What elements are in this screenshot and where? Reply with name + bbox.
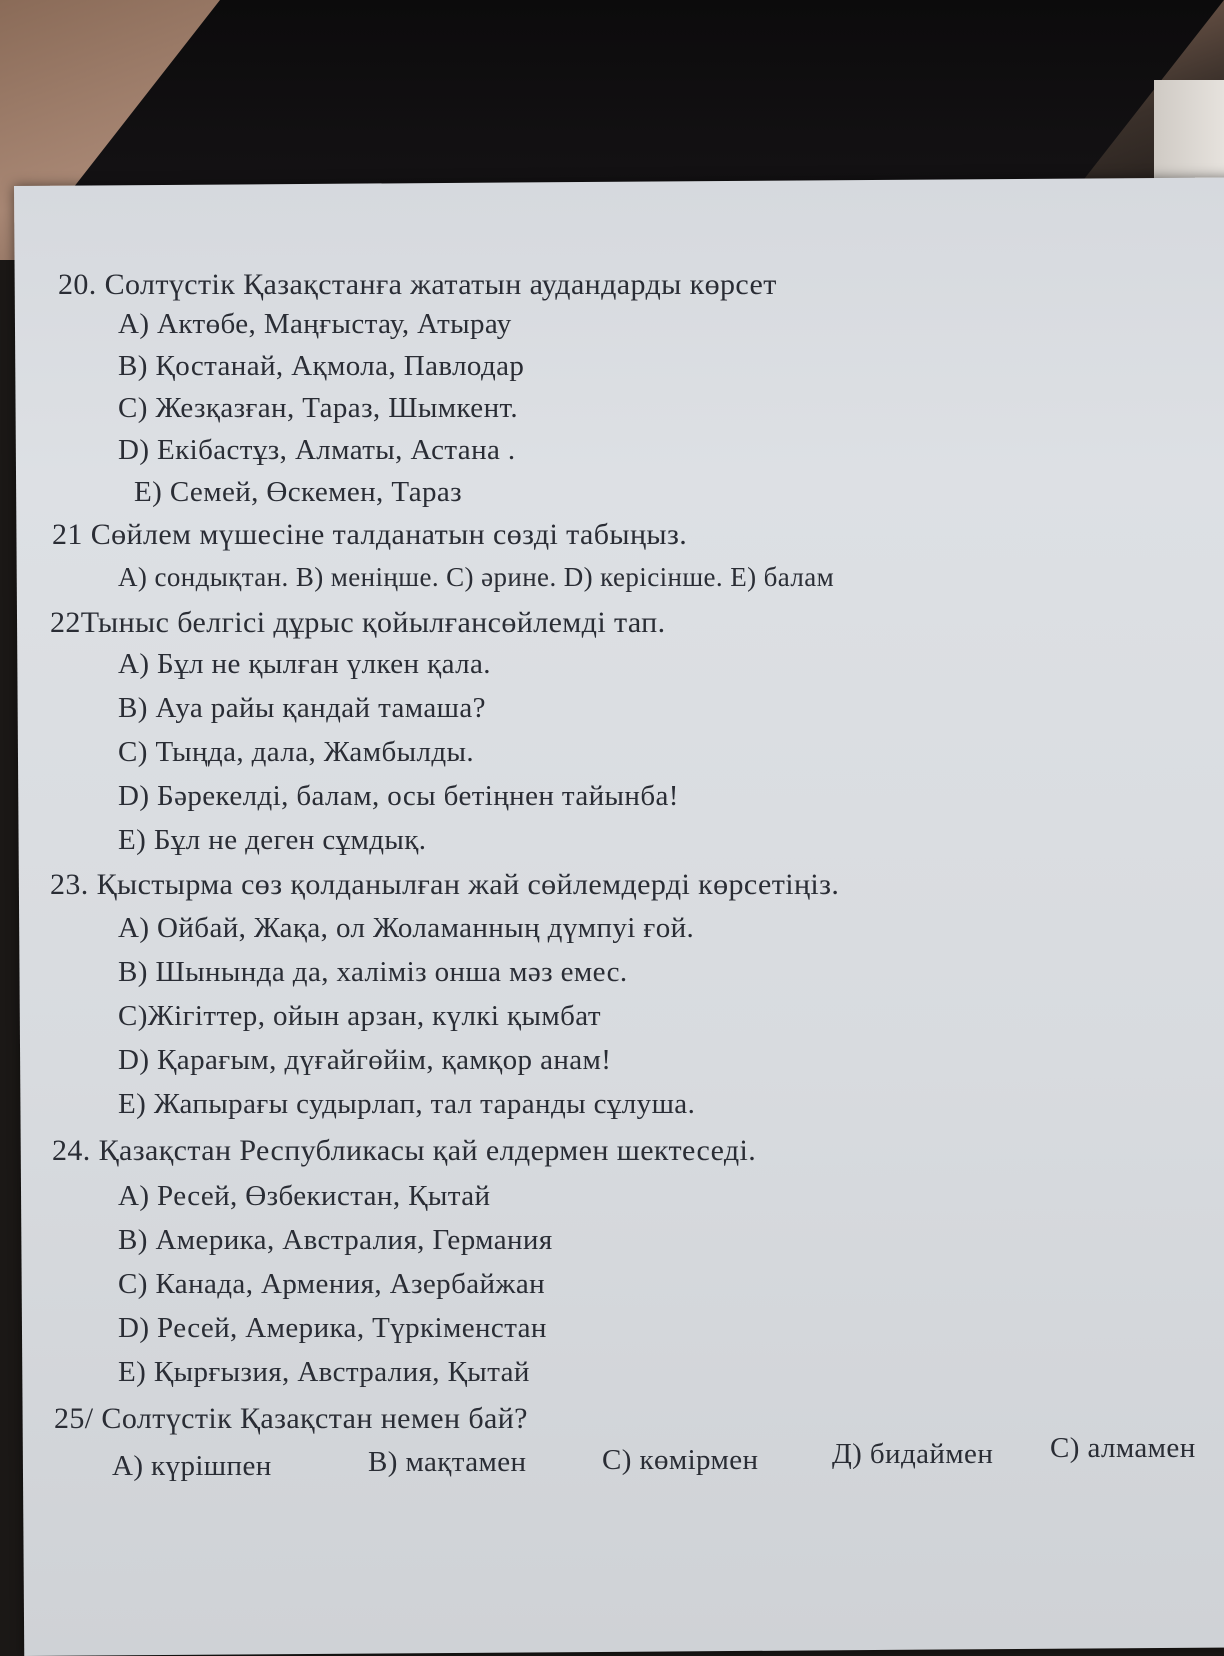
q22-option-e: E) Бұл не деген сұмдық. xyxy=(118,824,427,856)
question-21: 21 Сөйлем мүшесіне талданатын сөзді табыңыз. xyxy=(52,518,688,551)
q24-option-c: C) Канада, Армения, Азербайжан xyxy=(118,1268,546,1300)
q25-option-c: C) көмірмен xyxy=(602,1444,759,1476)
q23-option-e: E) Жапырағы судырлап, тал таранды сұлуша. xyxy=(118,1088,696,1120)
q24-option-d: D) Ресей, Америка, Түркіменстан xyxy=(118,1312,547,1344)
q20-option-c: C) Жезқазған, Тараз, Шымкент. xyxy=(118,392,519,424)
q24-option-a: A) Ресей, Өзбекистан, Қытай xyxy=(118,1180,491,1212)
q20-option-a: A) Актөбе, Маңғыстау, Атырау xyxy=(118,308,512,340)
question-22: 22Тыныс белгісі дұрыс қойылғансөйлемді тап. xyxy=(50,606,666,639)
q23-option-b: B) Шынында да, халіміз онша мәз емес. xyxy=(118,956,628,988)
question-24: 24. Қазақстан Республикасы қай елдермен шектеседі. xyxy=(52,1134,757,1167)
q22-option-a: A) Бұл не қылған үлкен қала. xyxy=(118,648,491,680)
q25-option-a: A) күрішпен xyxy=(112,1450,272,1482)
q24-option-b: B) Америка, Австралия, Германия xyxy=(118,1224,553,1256)
q21-options: A) сондықтан. B) меніңше. C) әрине. D) керісінше. E) балам xyxy=(118,562,835,592)
question-23: 23. Қыстырма сөз қолданылған жай сөйлемдерді көрсетіңіз. xyxy=(50,868,840,901)
q25-option-e: C) алмамен xyxy=(1050,1432,1196,1464)
question-20: 20. Солтүстік Қазақстанға жататын аудандарды көрсет xyxy=(58,268,777,301)
q23-option-a: A) Ойбай, Жақа, ол Жоламанның дүмпуі ғой. xyxy=(118,912,695,944)
q25-option-b: B) мақтамен xyxy=(368,1446,527,1478)
q25-option-d: Д) бидаймен xyxy=(832,1438,994,1470)
q23-option-c: C)Жігіттер, ойын арзан, күлкі қымбат xyxy=(118,1000,601,1032)
q20-option-e: E) Семей, Өскемен, Тараз xyxy=(134,476,463,508)
q20-option-d: D) Екібастұз, Алматы, Астана . xyxy=(118,434,516,466)
q22-option-b: B) Ауа райы қандай тамаша? xyxy=(118,692,486,724)
question-25: 25/ Солтүстік Қазақстан немен бай? xyxy=(54,1402,528,1435)
q23-option-d: D) Қарағым, дүғайгөйім, қамқор анам! xyxy=(118,1044,612,1076)
q22-option-c: C) Тыңда, дала, Жамбылды. xyxy=(118,736,475,768)
q24-option-e: E) Қырғызия, Австралия, Қытай xyxy=(118,1356,530,1388)
q22-option-d: D) Бәрекелді, балам, осы бетіңнен тайынба! xyxy=(118,780,679,812)
q20-option-b: B) Қостанай, Ақмола, Павлодар xyxy=(118,350,525,382)
